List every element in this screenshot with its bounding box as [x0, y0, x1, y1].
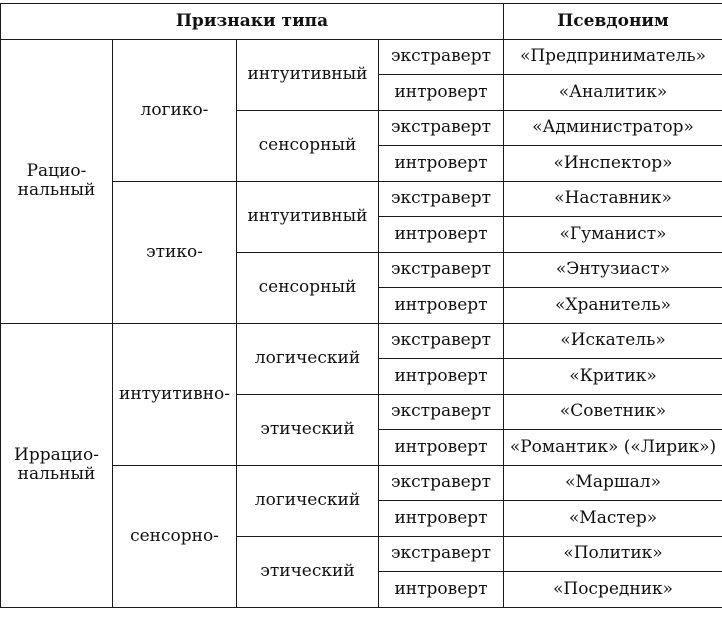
judgement-type-cell: логический	[237, 465, 379, 536]
rationality-line-1: Рацио-	[26, 161, 87, 181]
table-row	[1, 323, 722, 359]
judgement-type-cell: этический	[237, 536, 379, 607]
header-row	[1, 4, 722, 40]
table-row	[1, 39, 722, 75]
rationality-line-1: Иррацио-	[14, 445, 99, 465]
orientation-cell: экстраверт	[379, 394, 504, 430]
type-table	[0, 3, 722, 608]
judgement-cell: этико-	[113, 181, 237, 323]
perception-cell: сенсорный	[237, 110, 379, 181]
orientation-cell: интроверт	[379, 146, 504, 182]
pseudonym-cell: «Аналитик»	[504, 75, 722, 111]
orientation-cell: интроверт	[379, 359, 504, 395]
perception-cell: сенсорный	[237, 252, 379, 323]
orientation-cell: экстраверт	[379, 39, 504, 75]
pseudonym-cell: «Советник»	[504, 394, 722, 430]
orientation-cell: экстраверт	[379, 252, 504, 288]
orientation-cell: интроверт	[379, 501, 504, 537]
perception-cell: интуитивный	[237, 181, 379, 252]
rationality-cell	[1, 39, 113, 323]
perception-type-cell: сенсорно-	[113, 465, 237, 607]
orientation-cell: интроверт	[379, 288, 504, 324]
rationality-line-2: нальный	[17, 464, 96, 484]
orientation-cell: экстраверт	[379, 323, 504, 359]
pseudonym-cell: «Мастер»	[504, 501, 722, 537]
pseudonym-cell: «Гуманист»	[504, 217, 722, 253]
traits-header: Признаки типа	[1, 4, 504, 40]
perception-cell: интуитивный	[237, 39, 379, 110]
orientation-cell: интроверт	[379, 217, 504, 253]
judgement-cell: логико-	[113, 39, 237, 181]
pseudonym-cell: «Хранитель»	[504, 288, 722, 324]
pseudonym-cell: «Энтузиаст»	[504, 252, 722, 288]
pseudonym-cell: «Наставник»	[504, 181, 722, 217]
pseudonym-header: Псевдоним	[504, 4, 722, 40]
pseudonym-cell: «Посредник»	[504, 572, 722, 608]
rationality-line-2: нальный	[17, 180, 96, 200]
orientation-cell: интроверт	[379, 430, 504, 466]
pseudonym-cell: «Искатель»	[504, 323, 722, 359]
pseudonym-cell: «Политик»	[504, 536, 722, 572]
pseudonym-cell: «Маршал»	[504, 465, 722, 501]
judgement-type-cell: этический	[237, 394, 379, 465]
orientation-cell: экстраверт	[379, 536, 504, 572]
perception-type-cell: интуитивно-	[113, 323, 237, 465]
judgement-type-cell: логический	[237, 323, 379, 394]
orientation-cell: интроверт	[379, 572, 504, 608]
rationality-cell	[1, 323, 113, 607]
orientation-cell: экстраверт	[379, 110, 504, 146]
pseudonym-cell: «Администратор»	[504, 110, 722, 146]
orientation-cell: интроверт	[379, 75, 504, 111]
orientation-cell: экстраверт	[379, 181, 504, 217]
pseudonym-cell: «Романтик» («Лирик»)	[504, 430, 722, 466]
pseudonym-cell: «Предприниматель»	[504, 39, 722, 75]
pseudonym-cell: «Инспектор»	[504, 146, 722, 182]
orientation-cell: экстраверт	[379, 465, 504, 501]
pseudonym-cell: «Критик»	[504, 359, 722, 395]
